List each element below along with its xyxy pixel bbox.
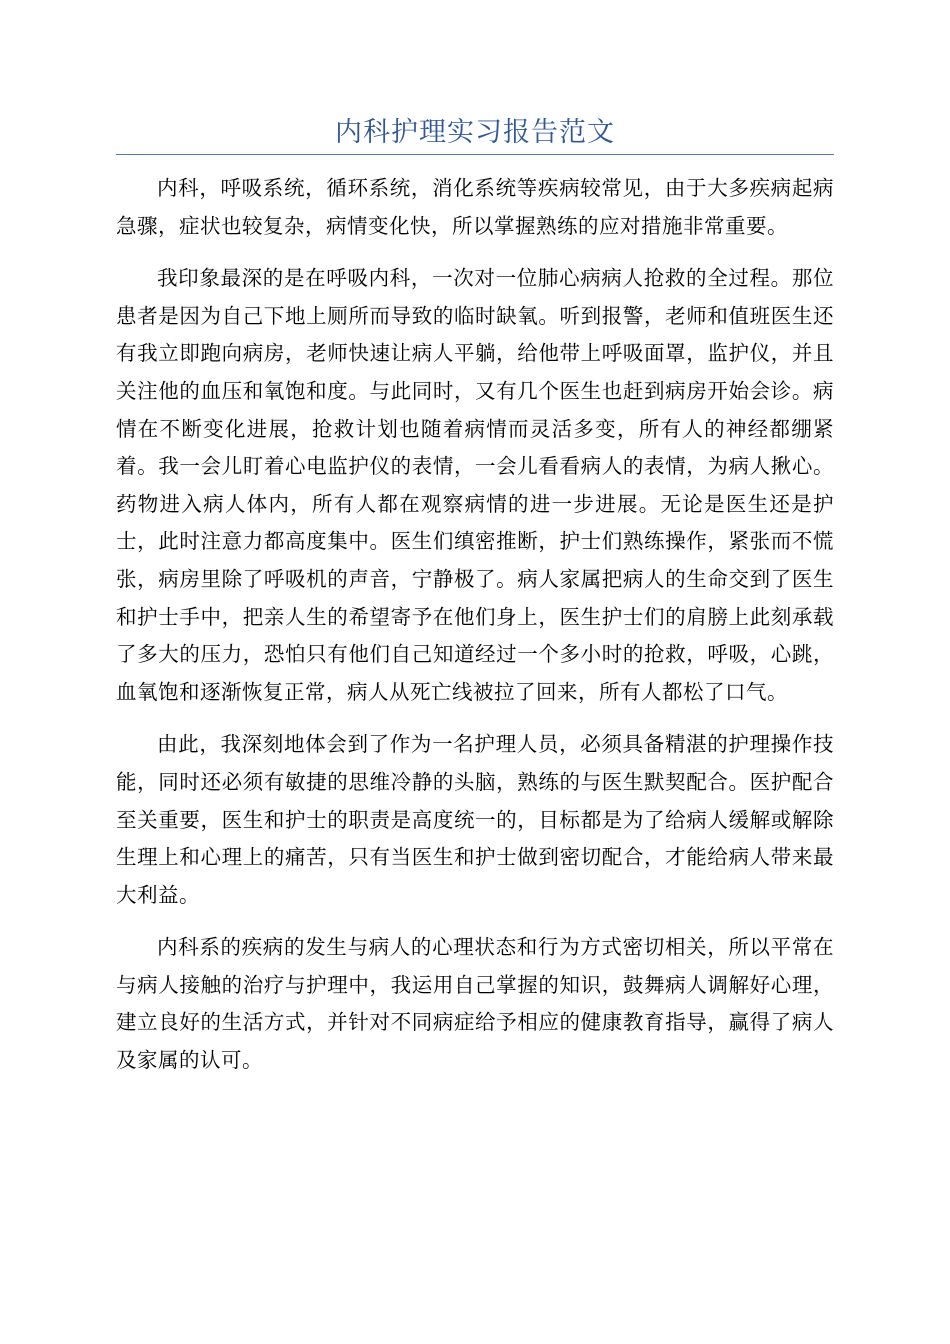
paragraph-1: 内科，呼吸系统，循环系统，消化系统等疾病较常见，由于大多疾病起病急骤，症状也较复杂，病情变化快，所以掌握熟练的应对措施非常重要。 (116, 176, 834, 238)
paragraph-4: 内科系的疾病的发生与病人的心理状态和行为方式密切相关，所以平常在与病人接触的治疗与护理中，我运用自己掌握的知识，鼓舞病人调解好心理，建立良好的生活方式，并针对不同病症给予相应的健康教育指导，赢得了病人及家属的认可。 (116, 935, 834, 1073)
document-title: 内科护理实习报告范文 (335, 117, 615, 148)
title-underline (116, 154, 834, 155)
paragraph-2: 我印象最深的是在呼吸内科，一次对一位肺心病病人抢救的全过程。那位患者是因为自己下地上厕所而导致的临时缺氧。听到报警，老师和值班医生还有我立即跑向病房，老师快速让病人平躺，给他带上呼吸面罩，监护仪，并且关注他的血压和氧饱和度。与此同时，又有几个医生也赶到病房开始会诊。病情在不断变化进展，抢救计划也随着病情而灵活多变，所有人的神经都绷紧着。我一会儿盯着心电监护仪的表情，一会儿看看病人的表情，为病人揪心。药物进入病人体内，所有人都在观察病情的进一步进展。无论是医生还是护士，此时注意力都高度集中。医生们缜密推断，护士们熟练操作，紧张而不慌张，病房里除了呼吸机的声音，宁静极了。病人家属把病人的生命交到了医生和护士手中，把亲人生的希望寄予在他们身上，医生护士们的肩膀上此刻承载了多大的压力，恐怕只有他们自己知道经过一个多小时的抢救，呼吸，心跳，血氧饱和逐渐恢复正常，病人从死亡线被拉了回来，所有人都松了口气。 (116, 266, 834, 704)
document-body (116, 170, 834, 1095)
paragraph-3: 由此，我深刻地体会到了作为一名护理人员，必须具备精湛的护理操作技能，同时还必须有敏捷的思维冷静的头脑，熟练的与医生默契配合。医护配合至关重要，医生和护士的职责是高度统一的，目标都是为了给病人缓解或解除生理上和心理上的痛苦，只有当医生和护士做到密切配合，才能给病人带来最大利益。 (116, 732, 834, 907)
